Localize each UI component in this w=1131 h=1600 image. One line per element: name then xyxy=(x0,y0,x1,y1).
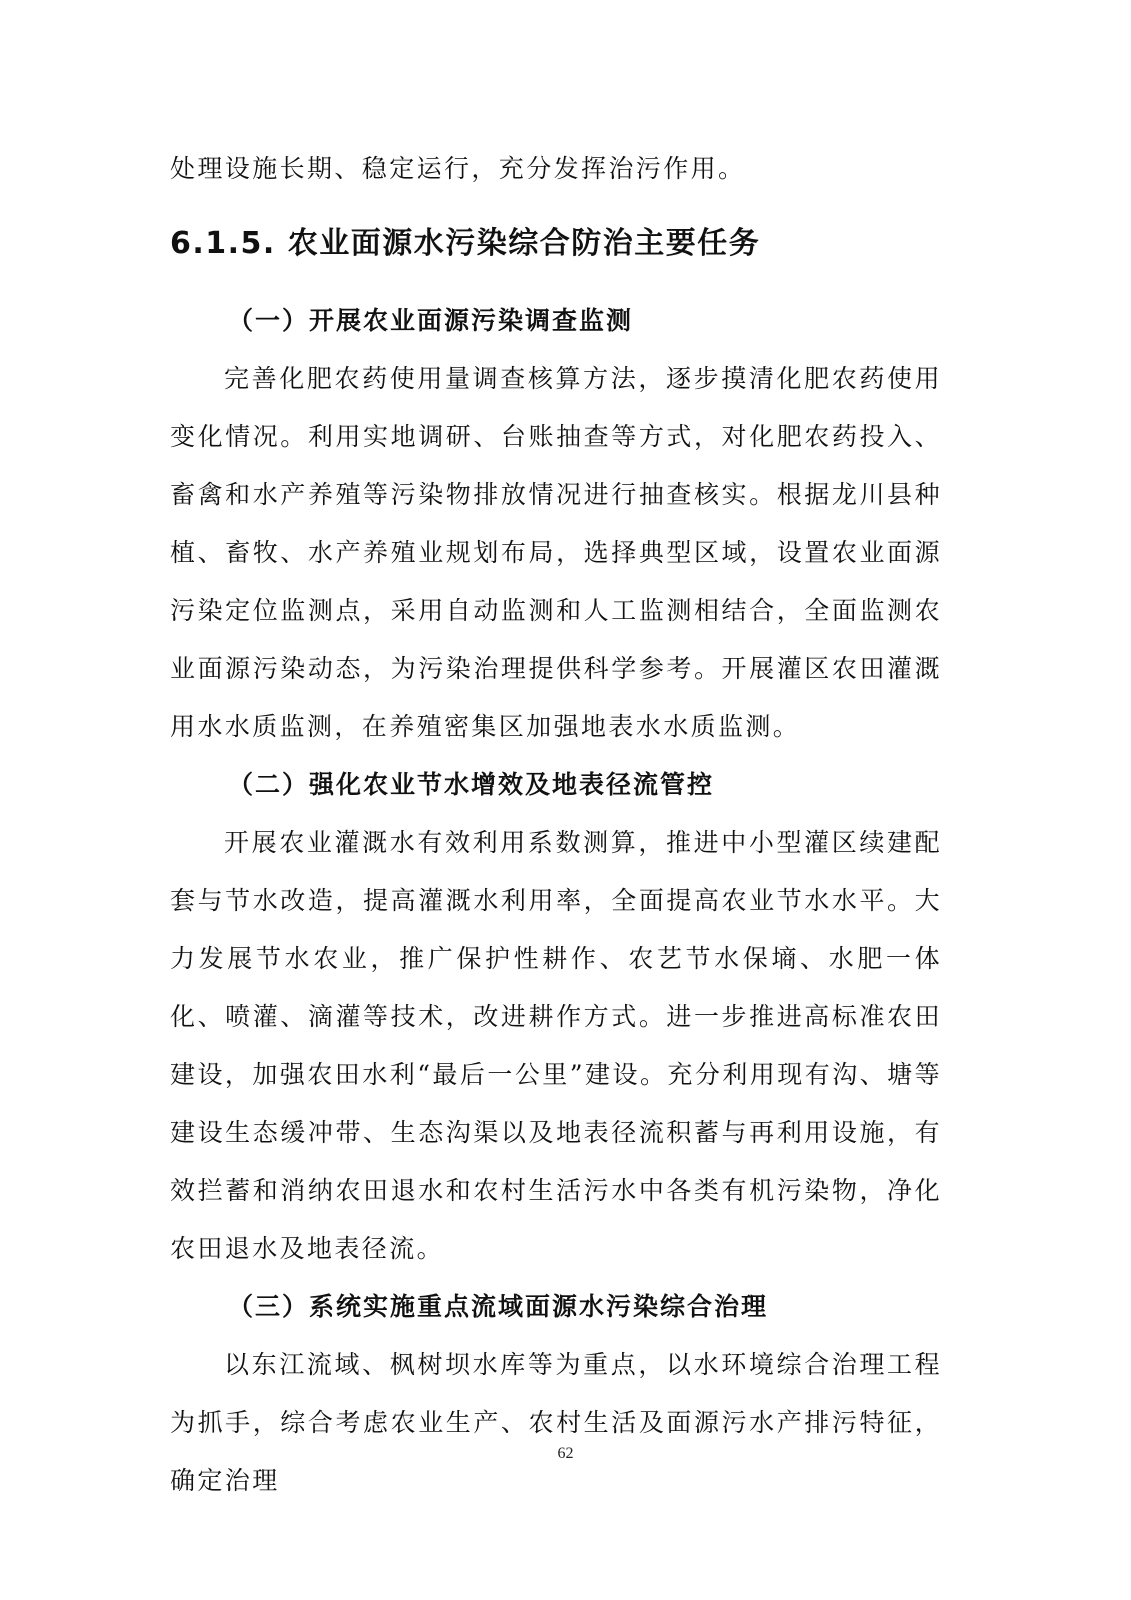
subsection-body-1: 完善化肥农药使用量调查核算方法，逐步摸清化肥农药使用变化情况。利用实地调研、台账抽查等方式，对化肥农药投入、畜禽和水产养殖等污染物排放情况进行抽查核实。根据龙川县种植、畜牧、水产养殖业规划布局，选择典型区域，设置农业面源污染定位监测点，采用自动监测和人工监测相结合，全面监测农业面源污染动态，为污染治理提供科学参考。开展灌区农田灌溉用水水质监测，在养殖密集区加强地表水水质监测。 xyxy=(170,364,942,741)
section-heading: 6.1.5. 农业面源水污染综合防治主要任务 xyxy=(170,226,761,261)
subsection-heading-3: （三）系统实施重点流域面源水污染综合治理 xyxy=(228,1292,769,1321)
page-number: 62 xyxy=(557,1445,574,1462)
page-content xyxy=(170,140,942,1510)
subsection-heading-1: （一）开展农业面源污染调查监测 xyxy=(228,306,634,335)
subsection-body-2: 开展农业灌溉水有效利用系数测算，推进中小型灌区续建配套与节水改造，提高灌溉水利用率，全面提高农业节水水平。大力发展节水农业，推广保护性耕作、农艺节水保墒、水肥一体化、喷灌、滴灌等技术，改进耕作方式。进一步推进高标准农田建设，加强农田水利“最后一公里”建设。充分利用现有沟、塘等建设生态缓冲带、生态沟渠以及地表径流积蓄与再利用设施，有效拦蓄和消纳农田退水和农村生活污水中各类有机污染物，净化农田退水及地表径流。 xyxy=(170,828,942,1263)
subsection-heading-2: （二）强化农业节水增效及地表径流管控 xyxy=(228,770,715,799)
subsection-body-3: 以东江流域、枫树坝水库等为重点，以水环境综合治理工程为抓手，综合考虑农业生产、农村生活及面源污水产排污特征，确定治理 xyxy=(170,1350,942,1495)
intro-paragraph: 处理设施长期、稳定运行，充分发挥治污作用。 xyxy=(170,154,746,183)
